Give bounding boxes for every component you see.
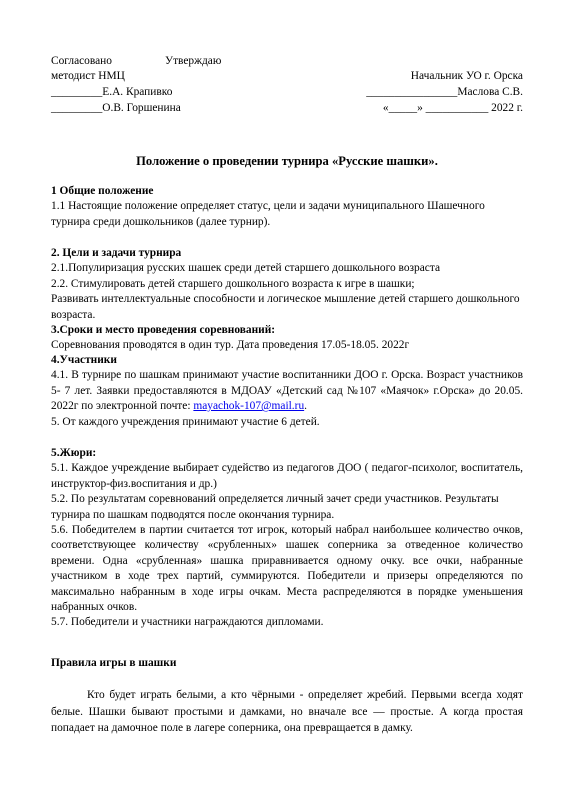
- rules-text: Кто будет играть белыми, а кто чёрными - определяет жребий. Первыми всегда ходят белые. Шашки бывают простыми и дамками, но вначале все — простые. А когда простая попадает на дамочное поле в лагере соперника, она превращается в дамку.: [51, 689, 523, 735]
- methodist-label: методист НМЦ: [51, 70, 125, 82]
- section-3-text: Соревнования проводятся в один тур. Дата проведения 17.05-18.05. 2022г: [51, 339, 410, 352]
- section-4-p2: 5. От каждого учреждения принимают участие 6 детей.: [51, 415, 320, 428]
- section-5-p2: 5.2. По результатам соревнований определяется личный зачет среди участников. Результаты турнира по шашкам подводятся после окончания турнира.: [51, 493, 499, 521]
- section-1-heading: 1 Общие положение: [51, 185, 154, 197]
- section-2-heading: 2. Цели и задачи турнира: [51, 247, 182, 259]
- section-2-p2: 2.2. Стимулировать детей старшего дошкольного возраста к игре в шашки;: [51, 277, 415, 290]
- date-line: «_____» ___________ 2022 г.: [382, 102, 523, 114]
- signature-maslova: ________________Маслова С.В.: [366, 86, 523, 98]
- section-5: [51, 446, 523, 631]
- rules-section: [51, 656, 523, 737]
- section-4-heading: 4.Участники: [51, 354, 117, 366]
- signature-gorshenina: _________О.В. Горшенина: [51, 102, 181, 114]
- section-4-p1: [51, 368, 523, 414]
- document-title: Положение о проведении турнира «Русские шашки».: [136, 154, 438, 168]
- section-5-p3: 5.6. Победителем в партии считается тот игрок, который набрал наибольшее количество очков, соответствующее количеству «срубленных» шашек соперника за отведенное количество времени. Одна «срубленная» шашка приравнивается одному очку. все очки, набранные участником в ходе трех партий, суммируются. Победители и призеры определяются по максимально набранным в ходе игры очкам. Места распределяются в порядке уменьшения набранных очков.: [51, 524, 523, 614]
- section-1-text: 1.1 Настоящие положение определяет статус, цели и задачи муниципального Шашечного турнира среди дошкольников (далее турнир).: [51, 200, 485, 228]
- section-5-heading: 5.Жюри:: [51, 447, 97, 459]
- section-5-p4: 5.7. Победители и участники награждаются дипломами.: [51, 616, 324, 629]
- section-3-heading: 3.Сроки и место проведения соревнований:: [51, 324, 276, 336]
- section-5-p1: 5.1. Каждое учреждение выбирает судейство из педагогов ДОО ( педагог-психолог, воспитатель, инструктор-физ.воспитания и др.): [51, 462, 523, 490]
- head-label: Начальник УО г. Орска: [410, 70, 523, 82]
- rules-heading: Правила игры в шашки: [51, 657, 177, 669]
- approved-label: Согласовано: [51, 55, 112, 67]
- signature-krapivko: _________Е.А. Крапивко: [51, 86, 173, 98]
- section-1: [51, 184, 523, 230]
- section-4-p1-end: .: [304, 400, 307, 413]
- section-4: [51, 353, 523, 430]
- confirm-label: Утверждаю: [165, 55, 222, 67]
- section-3: [51, 323, 523, 354]
- section-2-p3: Развивать интеллектуальные способности и логическое мышление детей старшего дошкольного возраста.: [51, 293, 520, 321]
- section-4-p1-text: 4.1. В турнире по шашкам принимают участие воспитанники ДОО г. Орска. Возраст участников 5- 7 лет. Заявки предоставляются в МДОАУ «Детский сад №107 «Маячок» г.Орска» до 20.05. 2022г по электронной почте:: [51, 369, 523, 413]
- email-link[interactable]: mayachok-107@mail.ru: [193, 400, 305, 413]
- section-2: [51, 246, 523, 323]
- section-2-p1: 2.1.Популиризация русских шашек среди детей старшего дошкольного возраста: [51, 262, 441, 275]
